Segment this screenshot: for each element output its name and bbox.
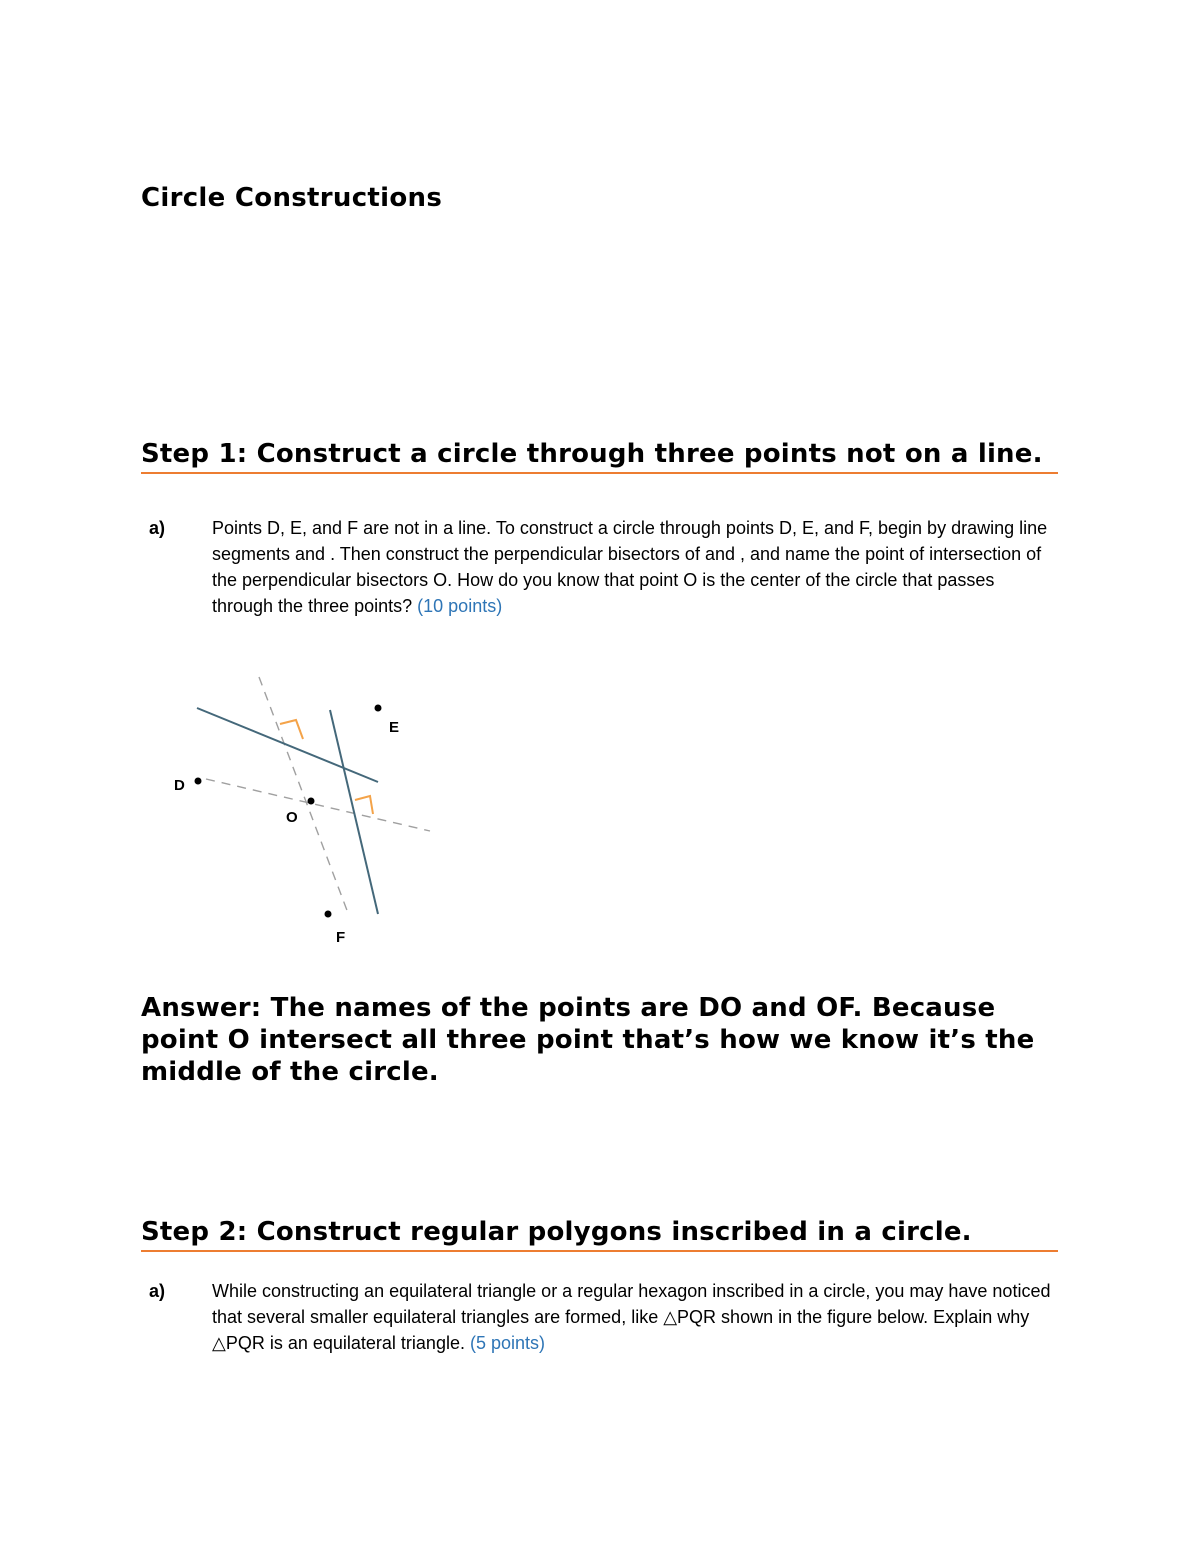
perpendicular-bisector-figure: [160, 660, 450, 960]
question-text: [212, 1278, 1058, 1356]
step-1-question: [141, 515, 1058, 619]
perpendicular-bisector-1: [197, 708, 378, 782]
label-e: E: [389, 719, 400, 736]
point-e: [375, 705, 382, 712]
right-angle-mark-1: [280, 720, 303, 739]
step-2-heading: Step 2: Construct regular polygons inscribed in a circle.: [141, 1216, 1058, 1252]
points-value: (5 points): [469, 1333, 546, 1353]
label-d: D: [174, 777, 185, 794]
point-o: [308, 798, 315, 805]
question-text: [212, 515, 1058, 619]
question-body: While constructing an equilateral triangle or a regular hexagon inscribed in a circle, you may have noticed that several smaller equilateral triangles are formed, like △PQR shown in the figure below. Explain why △PQR is an equilateral triangle.: [212, 1281, 1051, 1353]
answer-text: Answer: The names of the points are DO and OF. Because point O intersect all three point that’s how we know it’s the middle of the circle.: [141, 993, 1035, 1087]
perpendicular-bisector-2: [330, 710, 378, 914]
right-angle-mark-2: [355, 796, 373, 814]
label-o: O: [286, 809, 298, 826]
segment-ef: [206, 779, 430, 831]
step-2-question: [141, 1278, 1058, 1356]
points-value: (10 points): [417, 596, 503, 616]
point-d: [195, 778, 202, 785]
label-f: F: [336, 929, 346, 946]
step-1-heading: Step 1: Construct a circle through three points not on a line.: [141, 438, 1058, 474]
question-marker: a): [149, 1281, 166, 1301]
point-f: [325, 911, 332, 918]
question-body: Points D, E, and F are not in a line. To construct a circle through points D, E, and F, begin by drawing line segments and . Then construct the perpendicular bisectors of and , and name the point of intersection of the perpendicular bisectors O. How do you know that point O is the center of the circle that passes through the three points?: [212, 518, 1048, 616]
document-title: Circle Constructions: [141, 183, 443, 213]
question-marker: a): [149, 518, 166, 538]
